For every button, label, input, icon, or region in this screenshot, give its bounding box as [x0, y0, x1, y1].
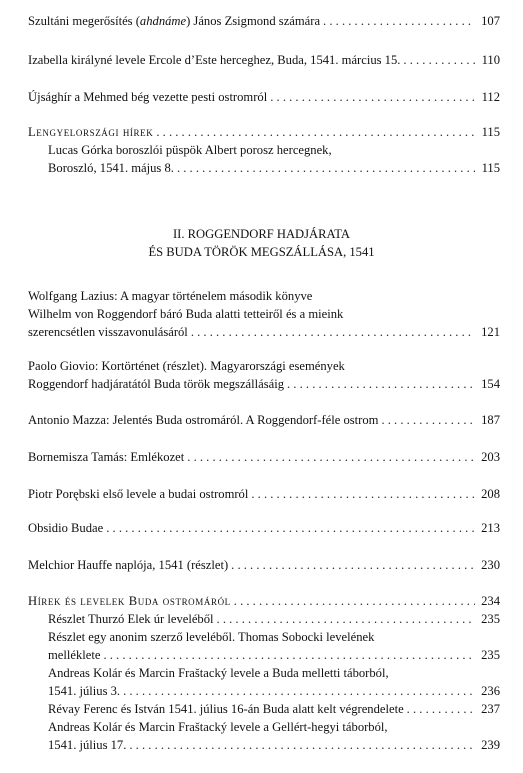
toc-subentry-gorka[interactable] — [28, 141, 500, 177]
entry-title-cont: 1541. július 3. — [48, 684, 121, 698]
leader-dots — [123, 682, 475, 700]
entry-title-cont: Boroszló, 1541. május 8. — [48, 161, 174, 175]
page-number: 237 — [481, 702, 500, 716]
toc-entry-izabella[interactable] — [28, 51, 500, 69]
section-title — [0, 225, 523, 261]
toc-subentry[interactable] — [48, 610, 500, 628]
page-number: 203 — [481, 450, 500, 464]
leader-dots — [191, 323, 475, 341]
toc-subentry[interactable] — [48, 718, 500, 754]
leader-dots — [187, 448, 475, 466]
toc-group-hirek[interactable] — [28, 592, 500, 754]
leader-dots — [103, 646, 475, 664]
page-number: 235 — [481, 648, 500, 662]
entry-title-cont: Roggendorf hadjáratától Buda török megszállásáig — [28, 377, 284, 391]
toc-group-lengyel[interactable] — [28, 123, 500, 177]
page-number: 115 — [481, 125, 500, 139]
entry-title: Antonio Mazza: Jelentés Buda ostromáról. A Roggendorf-féle ostrom — [28, 413, 379, 427]
leader-dots — [403, 51, 475, 69]
entry-title: Részlet Thurzó Elek úr leveléből — [48, 612, 214, 626]
toc-entry-obsidio[interactable] — [28, 519, 500, 537]
entry-title: Lucas Górka boroszlói püspök Albert porosz hercegnek, — [48, 143, 332, 157]
entry-title: Wolfgang Lazius: A magyar történelem második könyve — [28, 289, 313, 303]
page-number: 154 — [481, 377, 500, 391]
entry-title-cont: Wilhelm von Roggendorf báró Buda alatti tetteiről és a mieink — [28, 307, 344, 321]
leader-dots — [381, 411, 475, 429]
entry-title: Izabella királyné levele Ercole d’Este herceghez, Buda, 1541. március 15. — [28, 53, 401, 67]
group-heading: Hírek és levelek Buda ostromáról — [28, 594, 231, 608]
page-number: 121 — [481, 325, 500, 339]
page-number: 110 — [481, 53, 500, 67]
toc-entry-ujsaghir[interactable] — [28, 88, 500, 106]
page-number: 236 — [481, 684, 500, 698]
section-title-line1: II. ROGGENDORF HADJÁRATA — [172, 227, 351, 241]
leader-dots — [156, 123, 475, 141]
entry-title: Piotr Porębski első levele a budai ostromról — [28, 487, 249, 501]
entry-title: Andreas Kolár és Marcin Fraštacký levele a Gellért-hegyi táborból, — [48, 720, 388, 734]
leader-dots — [323, 12, 475, 30]
entry-title-cont: melléklete — [48, 648, 101, 662]
toc-entry-porebski[interactable] — [28, 485, 500, 503]
entry-title: Révay Ferenc és István 1541. július 16-án Buda alatt kelt végrendelete — [48, 702, 404, 716]
entry-title: Melchior Hauffe naplója, 1541 (részlet) — [28, 558, 229, 572]
leader-dots — [407, 700, 475, 718]
page-number: 112 — [481, 90, 500, 104]
entry-title-cont: 1541. július 17. — [48, 738, 127, 752]
leader-dots — [217, 610, 475, 628]
leader-dots — [129, 736, 475, 754]
toc-entry-hauffe[interactable] — [28, 556, 500, 574]
leader-dots — [234, 592, 475, 610]
page-number: 234 — [481, 594, 500, 608]
entry-title: Bornemisza Tamás: Emlékozet — [28, 450, 185, 464]
toc-entry-bornemisza[interactable] — [28, 448, 500, 466]
page-number: 208 — [481, 487, 500, 501]
leader-dots — [106, 519, 475, 537]
entry-title: Újsághír a Mehmed bég vezette pesti ostromról — [28, 90, 268, 104]
leader-dots — [177, 159, 475, 177]
entry-title: Részlet egy anonim szerző leveléből. Thomas Sobocki levelének — [48, 630, 375, 644]
leader-dots — [231, 556, 475, 574]
toc-entry-giovio[interactable] — [28, 357, 500, 393]
toc-entry-lazius[interactable] — [28, 287, 500, 341]
leader-dots — [287, 375, 475, 393]
page-number: 235 — [481, 612, 500, 626]
page-number: 115 — [481, 161, 500, 175]
toc-subentry[interactable] — [48, 664, 500, 700]
toc-subentry[interactable] — [48, 628, 500, 664]
entry-title-cont: szerencsétlen visszavonulásáról — [28, 325, 188, 339]
page-number: 107 — [481, 14, 500, 28]
entry-title: Szultáni megerősítés (ahdnáme) János Zsigmond számára — [28, 14, 321, 28]
entry-title: Obsidio Budae — [28, 521, 104, 535]
toc-entry-mazza[interactable] — [28, 411, 500, 429]
leader-dots — [270, 88, 475, 106]
toc-subentry[interactable] — [48, 700, 500, 718]
leader-dots — [251, 485, 475, 503]
page-number: 239 — [481, 738, 500, 752]
section-title-line2: ÉS BUDA TÖRÖK MEGSZÁLLÁSA, 1541 — [148, 245, 375, 259]
entry-title: Paolo Giovio: Kortörténet (részlet). Magyarországi események — [28, 359, 345, 373]
page-number: 213 — [481, 521, 500, 535]
toc-entry-szultani[interactable] — [28, 12, 500, 30]
page-number: 230 — [481, 558, 500, 572]
page-number: 187 — [481, 413, 500, 427]
group-heading: Lengyelországi hírek — [28, 125, 154, 139]
entry-title: Andreas Kolár és Marcin Fraštacký levele a Buda melletti táborból, — [48, 666, 389, 680]
